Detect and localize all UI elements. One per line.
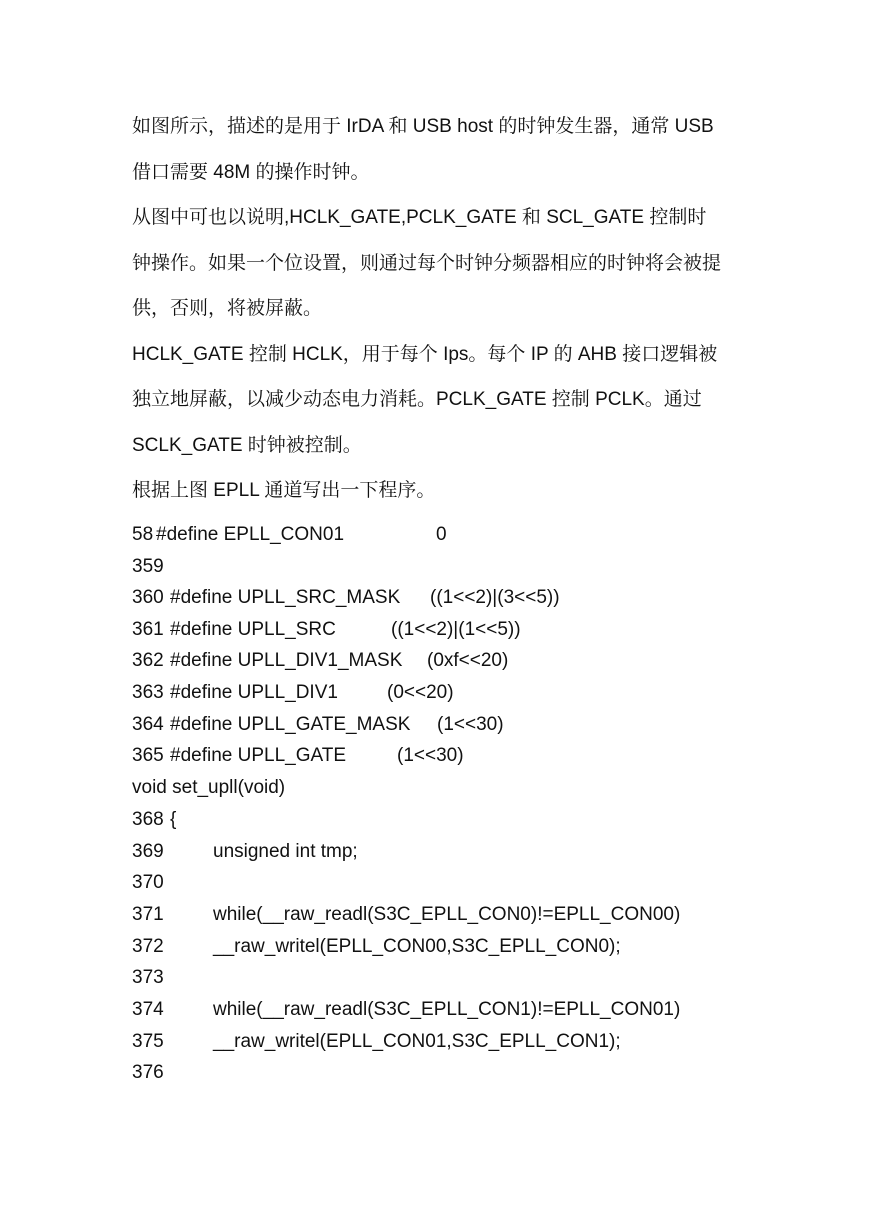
code-text: while(__raw_readl(S3C_EPLL_CON0)!=EPLL_CON00) — [213, 904, 681, 925]
code-line — [132, 745, 464, 767]
code-line — [132, 714, 504, 736]
paragraph-line: 钟操作。如果一个位设置，则通过每个时钟分频器相应的时钟将会被提 — [132, 253, 722, 274]
code-text: #define UPLL_SRC_MASK — [170, 587, 401, 608]
line-number: 58 — [132, 524, 154, 545]
line-number: 370 — [132, 872, 164, 893]
code-text: #define UPLL_GATE_MASK — [170, 714, 411, 735]
code-line — [132, 904, 681, 926]
code-text: __raw_writel(EPLL_CON01,S3C_EPLL_CON1); — [213, 1031, 621, 1052]
code-value: 0 — [436, 524, 447, 545]
code-value: (1<<30) — [397, 745, 464, 766]
code-text: #define UPLL_DIV1_MASK — [170, 650, 403, 671]
code-line — [132, 809, 177, 831]
code-text: unsigned int tmp; — [213, 841, 358, 862]
paragraph-line: 从图中可也以说明,HCLK_GATE,PCLK_GATE 和 SCL_GATE 控制时 — [132, 207, 707, 228]
line-number: 362 — [132, 650, 164, 671]
paragraph-line: 根据上图 EPLL 通道写出一下程序。 — [132, 480, 436, 501]
code-line — [132, 1031, 621, 1053]
code-line — [132, 556, 164, 578]
line-number: 364 — [132, 714, 164, 735]
line-number: 363 — [132, 682, 164, 703]
code-text: #define EPLL_CON01 — [156, 524, 345, 545]
code-value: ((1<<2)|(1<<5)) — [391, 619, 521, 640]
line-number: 369 — [132, 841, 164, 862]
code-line — [132, 999, 681, 1021]
code-text: #define UPLL_DIV1 — [170, 682, 338, 703]
code-line — [132, 587, 560, 609]
line-number: 373 — [132, 967, 164, 988]
code-value: ((1<<2)|(3<<5)) — [430, 587, 560, 608]
line-number: 372 — [132, 936, 164, 957]
line-number: 374 — [132, 999, 164, 1020]
code-text: #define UPLL_GATE — [170, 745, 347, 766]
line-number: 365 — [132, 745, 164, 766]
code-line — [132, 524, 447, 546]
code-value: (1<<30) — [437, 714, 504, 735]
code-text: __raw_writel(EPLL_CON00,S3C_EPLL_CON0); — [213, 936, 621, 957]
paragraph-line: HCLK_GATE 控制 HCLK，用于每个 Ips。每个 IP 的 AHB 接口逻辑被 — [132, 344, 718, 365]
paragraph-line: 借口需要 48M 的操作时钟。 — [132, 162, 370, 183]
code-line — [132, 650, 509, 672]
line-number: 376 — [132, 1062, 164, 1083]
code-line — [132, 967, 164, 989]
line-number: 368 — [132, 809, 164, 830]
code-value: (0<<20) — [387, 682, 454, 703]
code-line — [132, 872, 164, 894]
paragraph-line: 如图所示，描述的是用于 IrDA 和 USB host 的时钟发生器，通常 USB — [132, 116, 714, 137]
line-number: 375 — [132, 1031, 164, 1052]
paragraph-line: 独立地屏蔽，以减少动态电力消耗。PCLK_GATE 控制 PCLK。通过 — [132, 389, 702, 410]
code-line — [132, 936, 621, 958]
code-text: { — [170, 809, 177, 830]
code-line — [132, 682, 454, 704]
code-line — [132, 1062, 164, 1084]
code-line — [132, 841, 358, 863]
code-text: void set_upll(void) — [132, 777, 286, 798]
paragraph-line: 供，否则，将被屏蔽。 — [132, 298, 323, 319]
code-text: #define UPLL_SRC — [170, 619, 336, 640]
line-number: 361 — [132, 619, 164, 640]
line-number: 371 — [132, 904, 164, 925]
code-value: (0xf<<20) — [427, 650, 509, 671]
code-line — [132, 619, 521, 641]
line-number: 359 — [132, 556, 164, 577]
paragraph-line: SCLK_GATE 时钟被控制。 — [132, 435, 362, 456]
code-text: while(__raw_readl(S3C_EPLL_CON1)!=EPLL_CON01) — [213, 999, 681, 1020]
line-number: 360 — [132, 587, 164, 608]
